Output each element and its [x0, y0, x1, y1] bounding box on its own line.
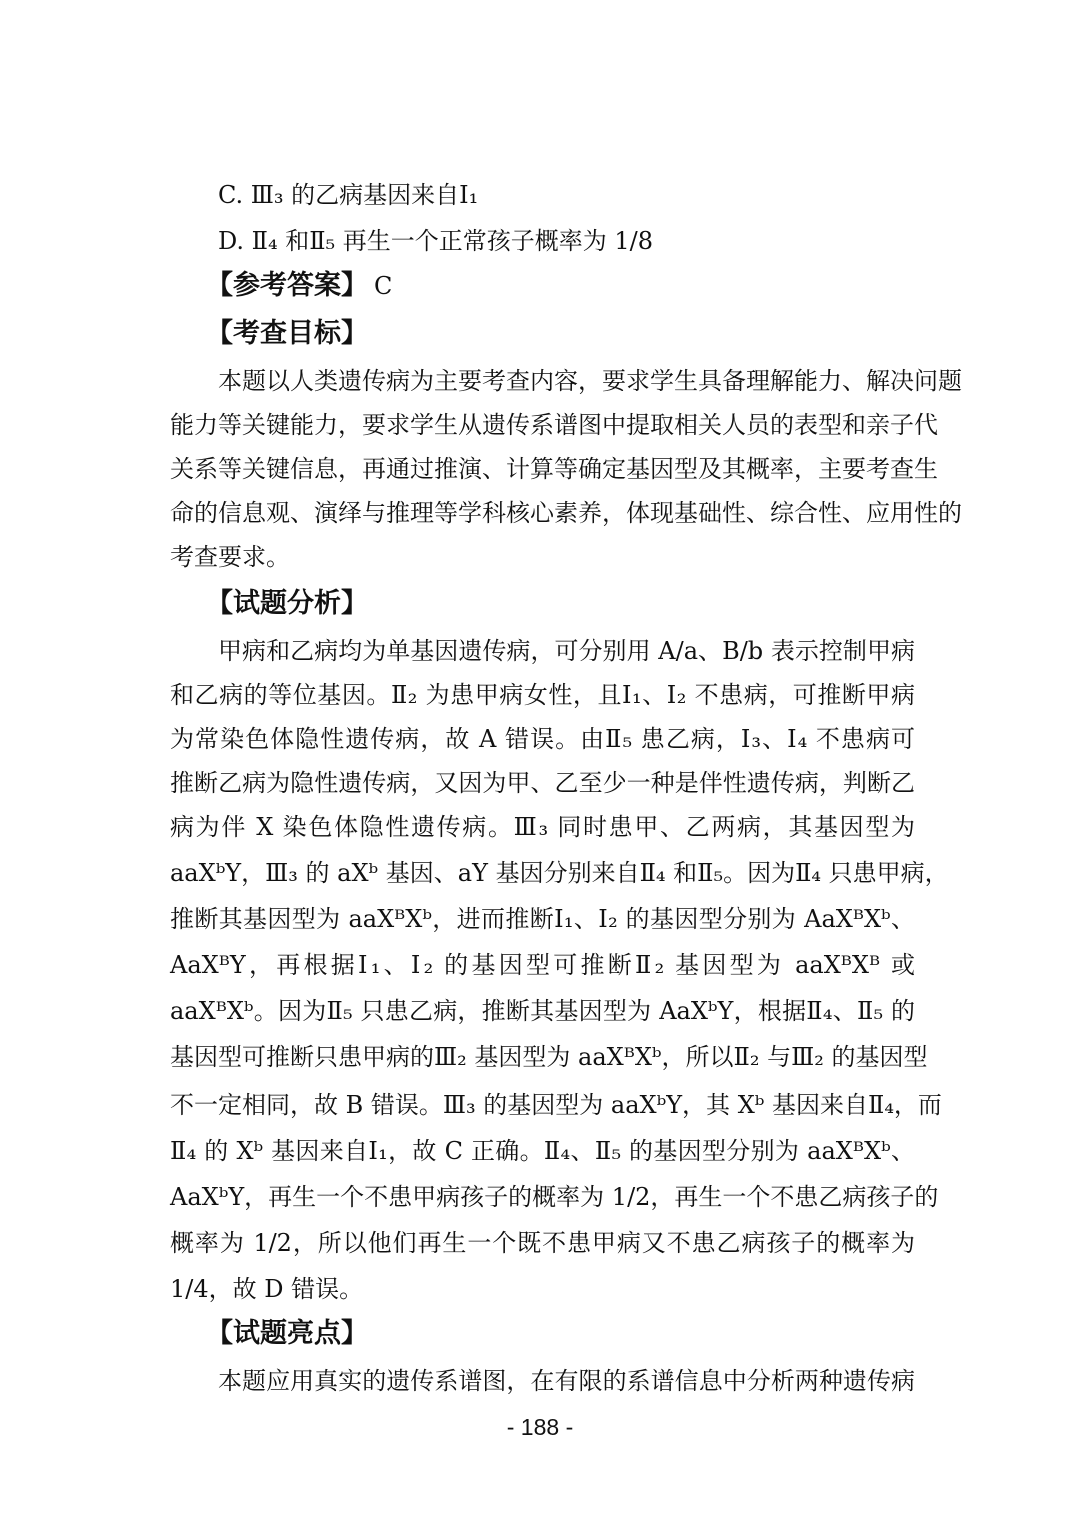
analysis-line: 基因型可推断只患甲病的Ⅲ₂ 基因型为 aaXᴮXᵇ，所以Ⅱ₂ 与Ⅲ₂ 的基因型 [170, 1043, 928, 1071]
analysis-line: 概率为 1/2，所以他们再生一个既不患甲病又不患乙病孩子的概率为 [170, 1229, 915, 1257]
highlight-heading: 【试题亮点】 [206, 1318, 368, 1349]
highlight-line: 本题应用真实的遗传系谱图，在有限的系谱信息中分析两种遗传病 [218, 1367, 915, 1395]
analysis-line: 不一定相同，故 B 错误。Ⅲ₃ 的基因型为 aaXᵇY，其 Xᵇ 基因来自Ⅱ₄，而 [170, 1091, 942, 1119]
objective-line: 本题以人类遗传病为主要考查内容，要求学生具备理解能力、解决问题 [218, 367, 962, 395]
answer-heading-row [206, 270, 392, 302]
analysis-line: aaXᵇY，Ⅲ₃ 的 aXᵇ 基因、aY 基因分别来自Ⅱ₄ 和Ⅱ₅。因为Ⅱ₄ 只患甲病， [170, 859, 949, 887]
analysis-line: 为常染色体隐性遗传病，故 A 错误。由Ⅱ₅ 患乙病，Ⅰ₃、Ⅰ₄ 不患病可 [170, 725, 915, 753]
option-c: C. Ⅲ₃ 的乙病基因来自Ⅰ₁ [218, 181, 479, 209]
objective-line: 考查要求。 [170, 543, 290, 571]
analysis-line: 1/4，故 D 错误。 [170, 1275, 364, 1303]
objective-line: 关系等关键信息，再通过推演、计算等确定基因型及其概率，主要考查生 [170, 455, 938, 483]
analysis-line: AaXᴮY，再根据Ⅰ₁、Ⅰ₂ 的基因型可推断Ⅱ₂ 基因型为 aaXᴮXᴮ 或 [170, 951, 915, 979]
objective-line: 命的信息观、演绎与推理等学科核心素养，体现基础性、综合性、应用性的 [170, 499, 962, 527]
analysis-line: 病为伴 X 染色体隐性遗传病。Ⅲ₃ 同时患甲、乙两病，其基因型为 [170, 813, 915, 841]
analysis-line: aaXᴮXᵇ。因为Ⅱ₅ 只患乙病，推断其基因型为 AaXᵇY，根据Ⅱ₄、Ⅱ₅ 的 [170, 997, 915, 1025]
analysis-line: 甲病和乙病均为单基因遗传病，可分别用 A/a、B/b 表示控制甲病 [218, 637, 915, 665]
objective-heading: 【考查目标】 [206, 318, 368, 349]
objective-line: 能力等关键能力，要求学生从遗传系谱图中提取相关人员的表型和亲子代 [170, 411, 938, 439]
option-d: D. Ⅱ₄ 和Ⅱ₅ 再生一个正常孩子概率为 1/8 [218, 227, 654, 255]
analysis-line: 和乙病的等位基因。Ⅱ₂ 为患甲病女性，且Ⅰ₁、Ⅰ₂ 不患病，可推断甲病 [170, 681, 915, 709]
answer-heading: 【参考答案】 [206, 270, 368, 301]
analysis-line: 推断乙病为隐性遗传病，又因为甲、乙至少一种是伴性遗传病，判断乙 [170, 769, 915, 797]
analysis-line: Ⅱ₄ 的 Xᵇ 基因来自Ⅰ₁，故 C 正确。Ⅱ₄、Ⅱ₅ 的基因型分别为 aaXᴮXᵇ、 [170, 1137, 915, 1165]
answer-value: C [374, 272, 393, 300]
analysis-line: 推断其基因型为 aaXᴮXᵇ，进而推断Ⅰ₁、Ⅰ₂ 的基因型分别为 AaXᴮXᵇ、 [170, 905, 915, 933]
page-number: - 188 - [506, 1414, 574, 1440]
analysis-line: AaXᵇY，再生一个不患甲病孩子的概率为 1/2，再生一个不患乙病孩子的 [170, 1183, 939, 1211]
analysis-heading: 【试题分析】 [206, 588, 368, 619]
